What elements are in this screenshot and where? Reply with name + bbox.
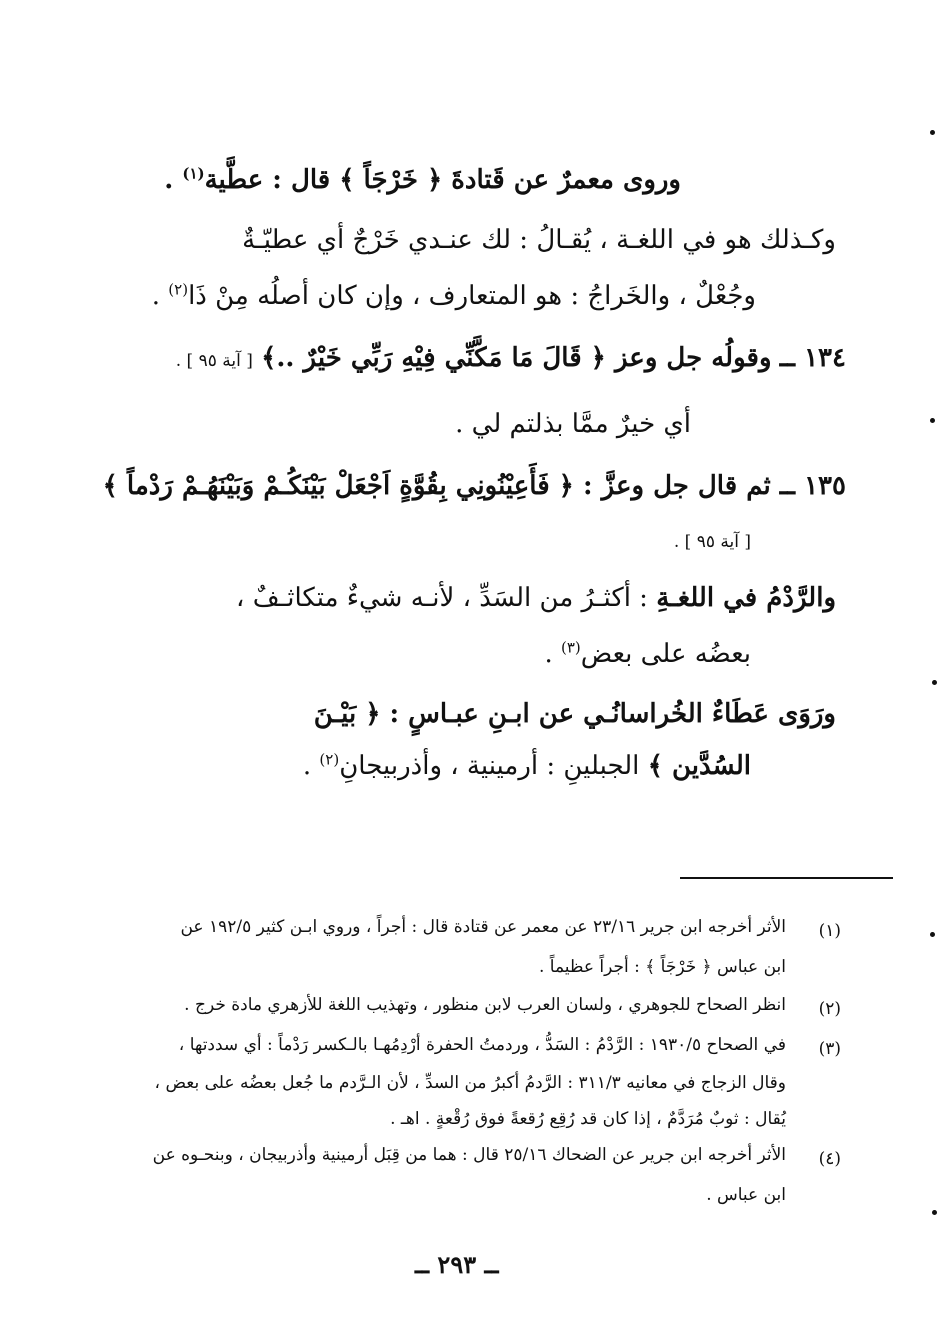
body-line-8 <box>236 578 836 618</box>
verse-number: ١٣٤ ــ <box>779 343 846 373</box>
ayah-ref: [ آية ٩٥ ] . <box>673 532 751 552</box>
margin-mark <box>932 680 937 685</box>
body-text: وكـذلك هو في اللغـة ، يُقـالُ : لك عنـدي خَرْجٌ أي عطيّـةٌ <box>242 225 836 255</box>
footnote-line: يُقال : ثوبٌ مُرَدَّمٌ ، إذا كان قد رُقِع رُقعةً فوق رُقْعةٍ . اهـ . <box>390 1109 786 1129</box>
footnote-line: الأثر أخرجه ابن جرير عن الضحاك ٢٥/١٦ قال : هما من قِبَل أرمينية وأذربيجان ، وبنحـوه عن <box>152 1145 786 1165</box>
body-text: ورَوَى عَطَاءٌ الخُراسانُـي عن ابـنِ عبـاسٍ : ﴿ بَيْـنَ <box>313 699 836 729</box>
footnote-ref: (١) <box>182 164 205 183</box>
body-text: بعضُه على بعض <box>580 639 751 669</box>
body-text: وجُعْلٌ ، والخَراجُ : هو المتعارف ، وإن كان أصلُه مِنْ ذَا <box>188 281 756 311</box>
body-line-5 <box>455 404 691 444</box>
footnote-ref: (٢) <box>319 750 340 769</box>
term-text: والرَّدْمُ في اللغـةِ <box>656 583 836 613</box>
body-text: وروى معمرٌ عن قَتادةَ ﴿ خَرْجَاً ﴾ قال : عطَّية <box>204 165 681 195</box>
margin-mark <box>930 932 935 937</box>
verse-135-line <box>103 466 846 506</box>
verse-135-ayah <box>674 522 751 562</box>
verse-number: ١٣٥ ــ <box>779 471 846 501</box>
footnote-ref: (٢) <box>168 280 189 299</box>
body-text: : أكثـرُ من السَدِّ ، لأنـه شيءٌ متكاثـفٌ ، <box>236 583 657 613</box>
margin-mark <box>930 130 935 135</box>
footnote-ref: (٣) <box>561 638 581 657</box>
body-line-2 <box>242 220 836 260</box>
margin-mark <box>932 1210 937 1215</box>
footnote-line: الأثر أخرجه ابن جرير ٢٣/١٦ عن معمر عن قتادة قال : أجراً ، وروي ابـن كثير ١٩٢/٥ عن <box>180 917 786 937</box>
footnote-number: (٢) <box>818 999 841 1019</box>
footnote-line: ابن عباس . <box>706 1185 786 1205</box>
verse-text: ثم قال جل وعزَّ : ﴿ فَأَعِيْنُونِي بِقُوَّةٍ اَجْعَلْ بَيْنَكُـمْ وَبَيْنَهُـمْ رَدْماً ﴾ <box>102 471 771 501</box>
footnote-divider <box>680 877 893 879</box>
margin-mark <box>930 418 935 423</box>
body-line-10 <box>314 694 836 734</box>
body-line-9: بعضُه على بعض$^{(٣)}$ . <box>544 638 751 669</box>
footnote-number: (٤) <box>818 1149 841 1169</box>
footnote-line: في الصحاح ١٩٣٠/٥ : الرَّدْمُ : السَدُّ ، وردمتُ الحفرة أرْدِمُهـا بالـكسر رَدْماً : أي سددتها ، <box>178 1035 786 1055</box>
body-line-11: السُدَّين ﴾ الجبلينِ : أرمينية ، وأذربيجانِ$^{(٢)}$ . <box>302 750 751 781</box>
body-text: أي خيرٌ ممَّا بذلتم لي . <box>455 409 691 439</box>
verse-text: وقولُه جل وعز ﴿ قَالَ مَا مَكَّنِّي فِيْهِ رَبِّي خَيْرٌ ..﴾ <box>261 343 772 373</box>
footnote-line: ابن عباس ﴿ خَرْجَاً ﴾ : أجراً عظيماً . <box>538 957 786 977</box>
page-number: ــ ٢٩٣ ــ <box>415 1250 499 1279</box>
body-text: الجبلينِ : أرمينية ، وأذربيجانِ <box>339 751 648 781</box>
footnote-line: وقال الزجاج في معانيه ٣١١/٣ : الرَّدمُ أكبرُ من السدِّ ، لأن الـرَّدم ما جُعل بعضُه على بعض ، <box>154 1073 786 1093</box>
body-line-1: وروى معمرٌ عن قَتادةَ ﴿ خَرْجَاً ﴾ قال : عطَّية$^{(١)}$ . <box>164 164 681 195</box>
verse-134-line <box>176 338 846 381</box>
footnote-number: (٣) <box>818 1039 841 1059</box>
body-line-3: وجُعْلٌ ، والخَراجُ : هو المتعارف ، وإن كان أصلُه مِنْ ذَا$^{(٢)}$ . <box>151 280 756 311</box>
footnote-line: انظر الصحاح للجوهري ، ولسان العرب لابن منظور ، وتهذيب اللغة للأزهري مادة خرج . <box>184 995 786 1015</box>
ayah-ref: [ آية ٩٥ ] . <box>175 351 253 371</box>
term-text: السُدَّين ﴾ <box>647 751 751 781</box>
footnote-number: (١) <box>818 921 841 941</box>
